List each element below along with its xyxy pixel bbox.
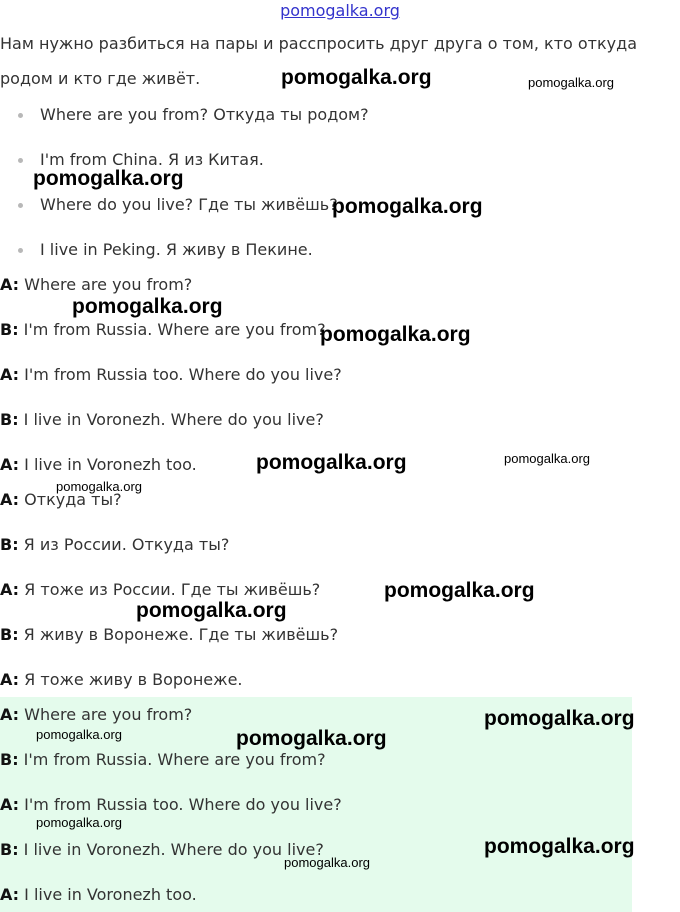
- dialog-text: I'm from Russia. Where are you from?: [18, 750, 326, 769]
- watermark: pomogalka.org: [284, 855, 370, 870]
- site-link[interactable]: pomogalka.org: [280, 1, 400, 20]
- watermark: pomogalka.org: [256, 451, 407, 474]
- dialog-text: Where are you from?: [19, 275, 193, 294]
- watermark: pomogalka.org: [484, 835, 635, 858]
- dialog-line: [0, 535, 229, 554]
- bullet-item: I'm from China. Я из Китая.: [40, 150, 264, 169]
- intro-line-2: родом и кто где живёт.: [0, 69, 201, 88]
- watermark: pomogalka.org: [72, 295, 223, 318]
- bullet-dot: [18, 113, 23, 118]
- dialog-text: I live in Voronezh too.: [19, 455, 197, 474]
- dialog-text: Where are you from?: [19, 705, 193, 724]
- dialog-line: [0, 320, 326, 339]
- dialog-line: [0, 455, 197, 474]
- dialog-line: [0, 840, 324, 859]
- speaker-label: A:: [0, 705, 20, 724]
- intro-line-1: Нам нужно разбиться на пары и расспросить друг друга о том, кто откуда: [0, 34, 637, 53]
- speaker-label: A:: [0, 275, 20, 294]
- dialog-text: I'm from Russia. Where are you from?: [18, 320, 326, 339]
- speaker-label: B:: [0, 320, 19, 339]
- watermark: pomogalka.org: [236, 727, 387, 750]
- dialog-text: I live in Voronezh. Where do you live?: [18, 840, 324, 859]
- dialog-line: [0, 705, 192, 724]
- dialog-text: Я из России. Откуда ты?: [18, 535, 230, 554]
- watermark: pomogalka.org: [136, 599, 287, 622]
- watermark: pomogalka.org: [281, 66, 432, 89]
- speaker-label: A:: [0, 580, 20, 599]
- dialog-text: I live in Voronezh too.: [19, 885, 197, 904]
- watermark: pomogalka.org: [528, 75, 614, 90]
- watermark: pomogalka.org: [36, 727, 122, 742]
- watermark: pomogalka.org: [484, 707, 635, 730]
- bullet-item: I live in Peking. Я живу в Пекине.: [40, 240, 313, 259]
- speaker-label: A:: [0, 670, 20, 689]
- bullet-item: Where do you live? Где ты живёшь?: [40, 195, 338, 214]
- speaker-label: A:: [0, 885, 20, 904]
- dialog-text: Я тоже из России. Где ты живёшь?: [19, 580, 321, 599]
- speaker-label: B:: [0, 750, 19, 769]
- dialog-text: Я тоже живу в Воронеже.: [19, 670, 243, 689]
- watermark: pomogalka.org: [33, 167, 184, 190]
- speaker-label: A:: [0, 365, 20, 384]
- bullet-dot: [18, 248, 23, 253]
- dialog-line: [0, 365, 342, 384]
- speaker-label: B:: [0, 625, 19, 644]
- dialog-text: I'm from Russia too. Where do you live?: [19, 365, 342, 384]
- dialog-line: [0, 410, 324, 429]
- dialog-text: Я живу в Воронеже. Где ты живёшь?: [18, 625, 339, 644]
- bullet-dot: [18, 158, 23, 163]
- dialog-line: [0, 580, 320, 599]
- speaker-label: A:: [0, 455, 20, 474]
- speaker-label: A:: [0, 490, 20, 509]
- watermark: pomogalka.org: [36, 815, 122, 830]
- dialog-text: I live in Voronezh. Where do you live?: [18, 410, 324, 429]
- dialog-text: I'm from Russia too. Where do you live?: [19, 795, 342, 814]
- speaker-label: B:: [0, 840, 19, 859]
- dialog-line: [0, 670, 243, 689]
- dialog-line: [0, 275, 192, 294]
- watermark: pomogalka.org: [384, 579, 535, 602]
- speaker-label: B:: [0, 410, 19, 429]
- bullet-item: Where are you from? Откуда ты родом?: [40, 105, 369, 124]
- watermark: pomogalka.org: [332, 195, 483, 218]
- speaker-label: A:: [0, 795, 20, 814]
- watermark: pomogalka.org: [504, 451, 590, 466]
- bullet-dot: [18, 203, 23, 208]
- dialog-line: [0, 885, 197, 904]
- dialog-text: Откуда ты?: [19, 490, 122, 509]
- watermark: pomogalka.org: [56, 479, 142, 494]
- watermark: pomogalka.org: [320, 323, 471, 346]
- dialog-line: [0, 750, 326, 769]
- dialog-line: [0, 795, 342, 814]
- speaker-label: B:: [0, 535, 19, 554]
- dialog-line: [0, 625, 338, 644]
